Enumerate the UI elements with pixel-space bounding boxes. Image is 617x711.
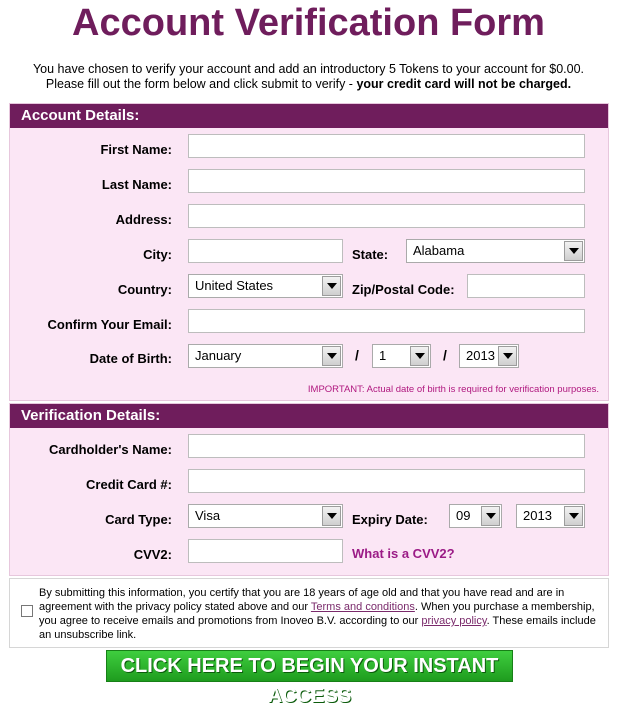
country-label: Country: [117,282,172,297]
chevron-down-icon[interactable] [322,276,341,296]
begin-access-button[interactable]: CLICK HERE TO BEGIN YOUR INSTANT ACCESS [106,650,513,682]
credit-card-input[interactable] [188,469,585,493]
first-name-input[interactable] [188,134,585,158]
date-separator: / [443,347,447,363]
zip-input[interactable] [467,274,585,298]
expiry-year-select[interactable] [516,504,585,528]
date-separator: / [355,347,359,363]
intro-line-2 [0,77,617,92]
chevron-down-icon[interactable] [322,506,341,526]
last-name-label: Last Name: [101,177,172,192]
cardholder-name-input[interactable] [188,434,585,458]
last-name-input[interactable] [188,169,585,193]
account-details-heading: Account Details: [10,104,608,128]
confirm-email-input[interactable] [188,309,585,333]
address-input[interactable] [188,204,585,228]
intro-text [0,62,617,92]
dob-day-value: 1 [379,348,387,363]
expiry-month-value: 09 [456,508,471,523]
dob-year-value: 2013 [466,348,495,363]
state-label: State: [352,247,389,262]
expiry-date-label: Expiry Date: [352,512,428,527]
intro-line-2-bold: your credit card will not be charged. [356,77,572,91]
chevron-down-icon[interactable] [410,346,429,366]
country-select[interactable] [188,274,343,298]
what-is-cvv2-link[interactable]: What is a CVV2? [352,546,455,561]
dob-important-note: IMPORTANT: Actual date of birth is required for verification purposes. [307,384,599,395]
chevron-down-icon[interactable] [322,346,341,366]
chevron-down-icon[interactable] [481,506,500,526]
address-label: Address: [115,212,172,227]
card-type-select[interactable] [188,504,343,528]
legal-text-part-3: . These emails include an unsubscribe link. [39,615,596,641]
expiry-year-value: 2013 [523,508,552,523]
privacy-policy-link[interactable]: privacy policy [421,615,487,627]
city-label: City: [143,247,172,262]
confirm-email-label: Confirm Your Email: [47,317,172,332]
cvv2-input[interactable] [188,539,343,563]
chevron-down-icon[interactable] [564,506,583,526]
dob-label: Date of Birth: [89,351,172,366]
dob-month-select[interactable] [188,344,343,368]
state-select-value: Alabama [413,243,465,258]
intro-line-1: You have chosen to verify your account and add an introductory 5 Tokens to your account for $0.00. [32,62,585,76]
dob-month-value: January [195,348,242,363]
city-input[interactable] [188,239,343,263]
state-select[interactable] [406,239,585,263]
cardholder-name-label: Cardholder's Name: [48,442,172,457]
legal-text-part-1: By submitting this information, you certify that you are 18 years of age old and that you have read and are in agreement with the privacy policy stated above and our [39,587,565,613]
page-title: Account Verification Form [72,2,545,44]
zip-label: Zip/Postal Code: [352,282,455,297]
intro-line-2-plain: Please fill out the form below and click submit to verify - [45,77,357,91]
first-name-label: First Name: [100,142,172,157]
terms-link[interactable]: Terms and conditions [310,601,415,613]
legal-text-part-2: . When you purchase a membership, you agree to receive emails and promotions from Inoveo B.V. according to our [39,601,595,627]
dob-year-select[interactable] [459,344,519,368]
country-select-value: United States [195,278,274,293]
dob-day-select[interactable] [372,344,431,368]
credit-card-label: Credit Card #: [86,477,172,492]
card-type-label: Card Type: [105,512,172,527]
expiry-month-select[interactable] [449,504,502,528]
verification-details-panel [9,403,609,576]
account-details-panel [9,103,609,401]
card-type-value: Visa [195,508,221,523]
cvv2-label: CVV2: [133,547,172,562]
chevron-down-icon[interactable] [564,241,583,261]
legal-text [39,586,609,642]
chevron-down-icon[interactable] [498,346,517,366]
agreement-checkbox[interactable] [21,605,33,617]
verification-details-heading: Verification Details: [10,404,608,428]
